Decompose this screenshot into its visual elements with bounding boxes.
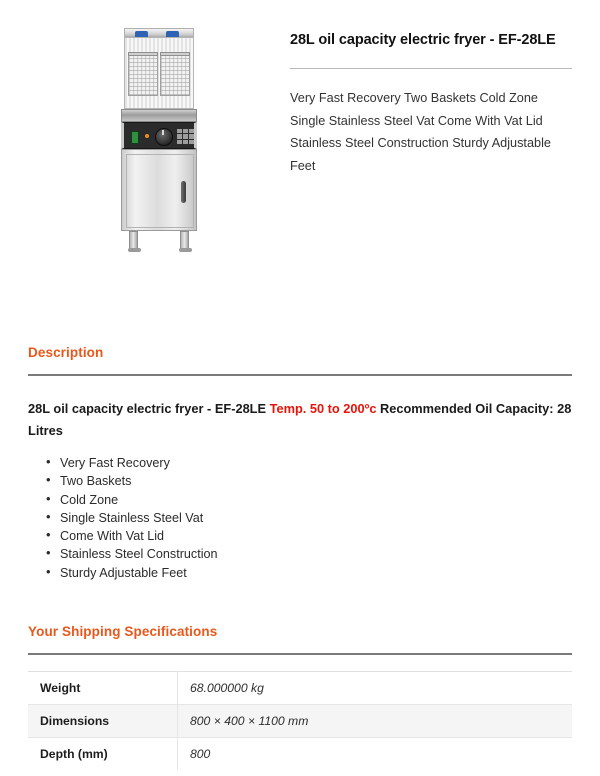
fryer-control-panel: [121, 122, 197, 149]
spec-label: Weight: [28, 671, 178, 704]
keypad-key: [189, 140, 194, 144]
list-item: • Very Fast Recovery: [58, 454, 572, 472]
basket-rim: [128, 52, 158, 56]
product-image-container: [28, 22, 290, 250]
keypad-key: [189, 129, 194, 133]
description-lead: [28, 398, 572, 442]
product-summary: [0, 0, 600, 250]
basket-rim: [160, 52, 190, 56]
table-row: [28, 737, 572, 770]
description-lead-prefix: 28L oil capacity electric fryer - EF-28LE: [28, 401, 270, 416]
fryer-basket-left: [128, 52, 158, 96]
temperature-dial-icon: [155, 128, 173, 146]
list-item: • Two Baskets: [58, 472, 572, 490]
shipping-divider: [28, 653, 572, 655]
adjustable-leg-left: [129, 231, 138, 250]
list-item: • Sturdy Adjustable Feet: [58, 564, 572, 582]
title-divider: [290, 68, 572, 69]
spec-value: 800 × 400 × 1100 mm: [190, 713, 309, 728]
fryer-vat-lip: [121, 109, 197, 122]
keypad-key: [183, 140, 188, 144]
description-heading: Description: [28, 345, 104, 360]
page-title: 28L oil capacity electric fryer - EF-28LE: [290, 32, 556, 48]
table-row: [28, 704, 572, 737]
keypad-key: [177, 134, 182, 138]
description-section: [0, 345, 600, 582]
leg-foot: [128, 248, 141, 252]
list-item: • Stainless Steel Construction: [58, 545, 572, 563]
spec-label: Dimensions: [28, 704, 178, 737]
fryer-cabinet: [121, 149, 197, 231]
specifications-table: [28, 671, 572, 770]
list-item: • Come With Vat Lid: [58, 527, 572, 545]
product-short-description: Very Fast Recovery Two Baskets Cold Zone Single Stainless Steel Vat Come With Vat Lid Stainless Steel Construction Sturdy Adjustable Feet: [290, 90, 551, 174]
keypad-key: [183, 134, 188, 138]
keypad-key: [183, 129, 188, 133]
table-row: [28, 671, 572, 704]
fryer-basket-right: [160, 52, 190, 96]
feature-list: [28, 454, 572, 582]
spec-value: 68.000000 kg: [190, 680, 264, 695]
product-info: [290, 22, 572, 250]
leg-foot: [179, 248, 192, 252]
door-handle-icon: [181, 181, 186, 203]
keypad-key: [177, 140, 182, 144]
adjustable-leg-right: [180, 231, 189, 250]
spec-value: 800: [190, 746, 211, 761]
indicator-light-icon: [145, 134, 149, 138]
power-switch-icon: [131, 131, 139, 144]
keypad-key: [189, 134, 194, 138]
shipping-specifications-heading: Your Shipping Specifications: [28, 623, 218, 639]
description-lead-suffix: Recommended Oil Capacity: 28 Litres: [28, 401, 572, 438]
shipping-specifications-section: [0, 624, 600, 770]
list-item: • Single Stainless Steel Vat: [58, 509, 572, 527]
list-item: • Cold Zone: [58, 491, 572, 509]
cabinet-door: [126, 154, 194, 228]
fryer-basket-area: [124, 37, 194, 109]
keypad-icon: [177, 129, 194, 144]
spec-label: Depth (mm): [28, 737, 178, 770]
product-image[interactable]: [116, 28, 202, 250]
temperature-range-highlight: Temp. 50 to 200ºc: [269, 401, 377, 416]
description-divider: [28, 374, 572, 376]
keypad-key: [177, 129, 182, 133]
